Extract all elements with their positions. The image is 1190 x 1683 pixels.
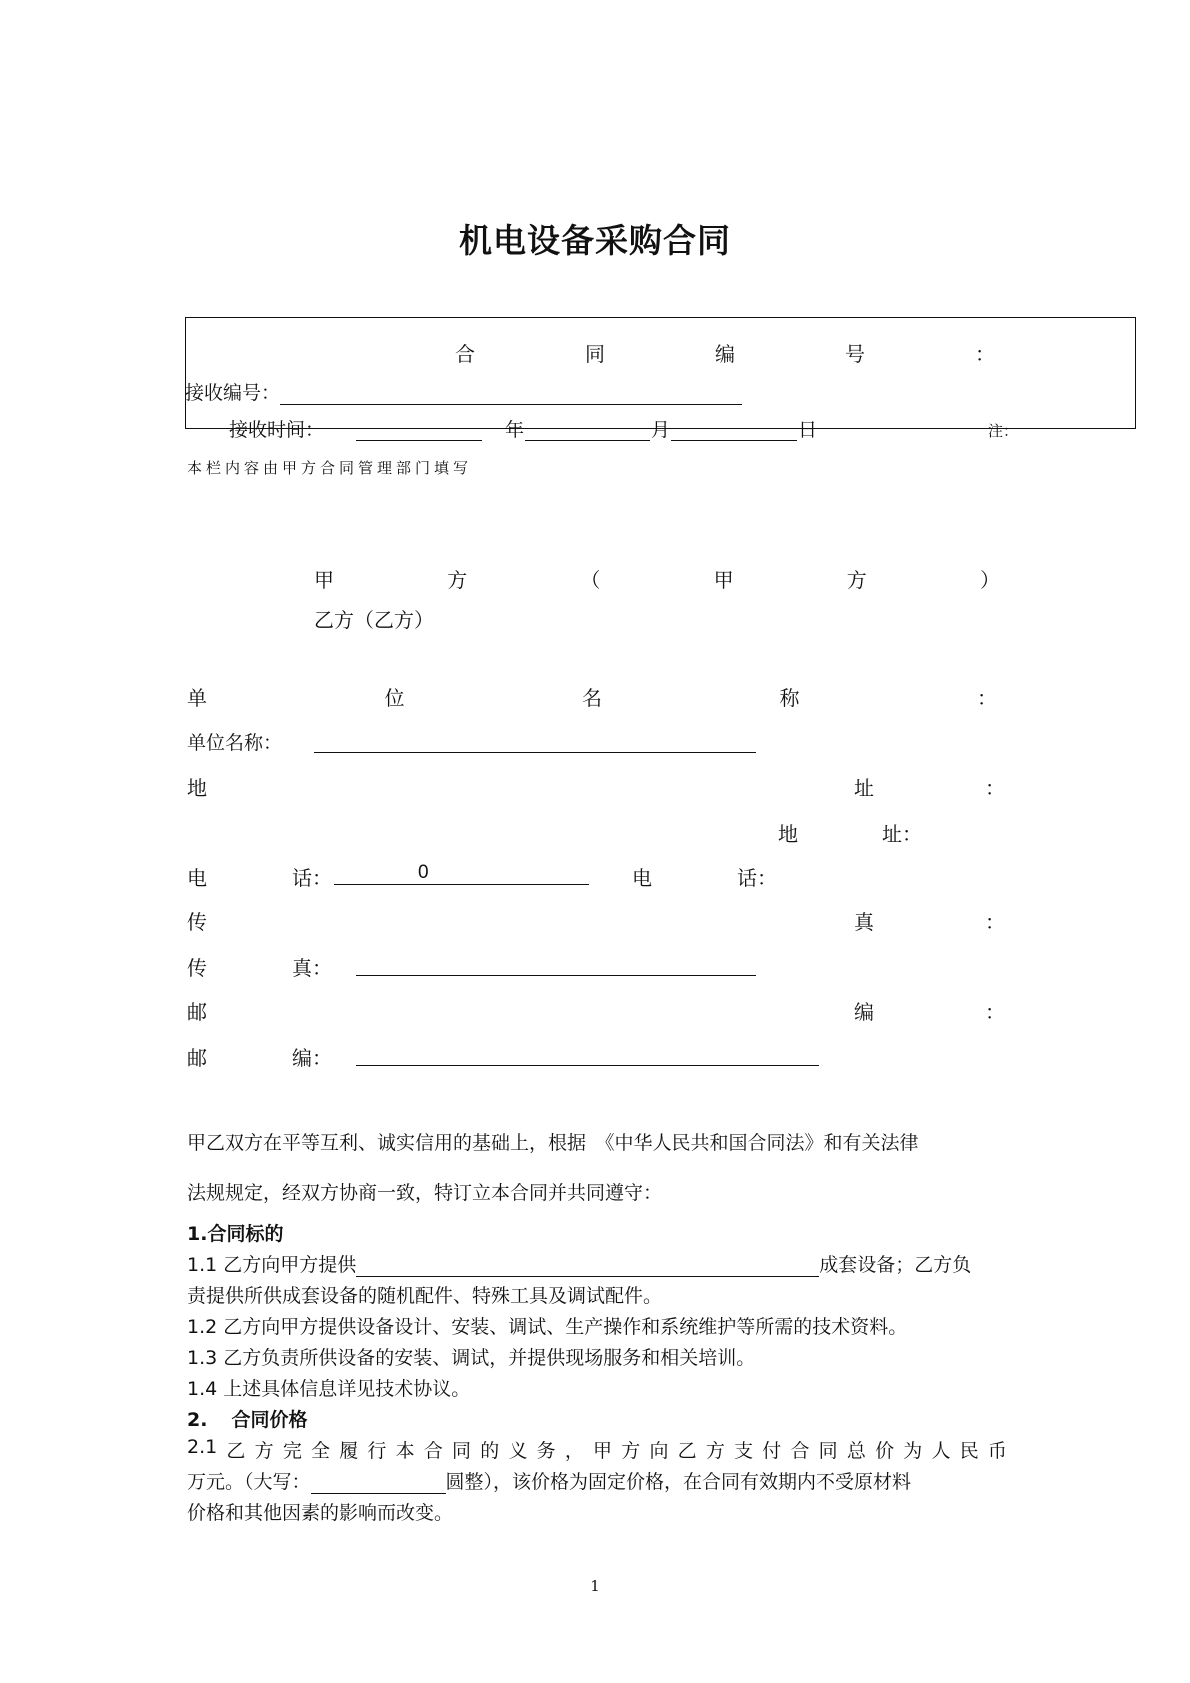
clause-2-1-token: 本 (395, 1440, 415, 1462)
clause-2-1-token: 履 (339, 1440, 359, 1462)
fax-a-char: 真 (854, 910, 874, 934)
address-b-char: 址： (882, 822, 922, 846)
clause-1-3: 1.3 乙方负责所供设备的安装、调试，并提供现场服务和相关培训。 (187, 1347, 756, 1369)
party-a-char: （ (580, 568, 601, 592)
clause-2-1-token: 币 (987, 1440, 1007, 1462)
clause-2-1-line-2 (187, 1467, 911, 1494)
document-title: 机电设备采购合同 (459, 221, 731, 260)
address-b-char: 地 (778, 822, 798, 846)
contract-number-char: 合 (455, 342, 475, 366)
receive-time-label: 接收时间： (229, 419, 325, 441)
contract-number-char: ： (975, 342, 995, 366)
receive-day-field[interactable] (671, 420, 797, 441)
contract-number-label (455, 338, 995, 367)
clause-2-1-token: 乙 (677, 1440, 697, 1462)
clause-2-1-token: 务 (536, 1440, 556, 1462)
phone-a-value: 0 (418, 862, 429, 883)
section-2-number: 2. (187, 1409, 208, 1431)
phone-a-char: 电 (187, 866, 207, 890)
clause-2-1-line-2-suffix: 圆整），该价格为固定价格，在合同有效期内不受原材料 (445, 1471, 912, 1493)
clause-2-1-token: 2.1 (187, 1436, 218, 1458)
address-a-char: 址 (854, 776, 874, 800)
receive-time-row (229, 415, 324, 442)
unit-name-field-b[interactable] (314, 732, 756, 753)
clause-2-1-token: 的 (480, 1440, 500, 1462)
clause-2-1-token: 合 (790, 1440, 810, 1462)
unit-name-label-b: 单位名称： (187, 732, 283, 754)
clause-1-1-suffix: 成套设备；乙方负 (819, 1254, 972, 1276)
clause-2-1-token: 行 (367, 1440, 387, 1462)
clause-1-4: 1.4 上述具体信息详见技术协议。 (187, 1378, 471, 1400)
amount-uppercase-field[interactable] (311, 1473, 446, 1494)
clause-1-1-line-1 (187, 1250, 971, 1277)
clause-2-1-token: 为 (903, 1440, 923, 1462)
clause-2-1-token: 付 (762, 1440, 782, 1462)
unit-name-char: 称 (779, 686, 800, 710)
clause-1-1-line-2: 责提供所供成套设备的随机配件、特殊工具及调试配件。 (187, 1285, 663, 1307)
party-a-char: 甲 (713, 568, 734, 592)
receipt-note: 本栏内容由甲方合同管理部门填写 (187, 459, 473, 477)
section-2-heading (187, 1405, 307, 1432)
contract-number-char: 同 (585, 342, 605, 366)
clause-2-1-token: ， (564, 1440, 584, 1462)
clause-1-1-prefix: 1.1 乙方向甲方提供 (187, 1254, 357, 1276)
postcode-a-char: ： (985, 1000, 1005, 1024)
year-label: 年 (505, 419, 525, 441)
postcode-a-char: 编 (854, 1000, 874, 1024)
day-label: 日 (798, 419, 818, 441)
fax-a-char: 传 (187, 910, 207, 934)
section-2-title: 合同价格 (231, 1409, 308, 1431)
contract-number-char: 编 (715, 342, 735, 366)
unit-name-row-a (187, 682, 997, 711)
clause-2-1-token: 向 (649, 1440, 669, 1462)
clause-2-1-line-2-prefix: 万元。（大写： (187, 1471, 311, 1493)
intro-line-1: 甲乙双方在平等互利、诚实信用的基础上，根据 《中华人民共和国合同法》和有关法律 (187, 1132, 919, 1154)
address-a-char: 地 (187, 776, 207, 800)
unit-name-char: ： (977, 686, 997, 710)
clause-2-1-token: 义 (508, 1440, 528, 1462)
clause-2-1-token: 支 (734, 1440, 754, 1462)
party-a-line (314, 564, 1000, 593)
month-label: 月 (651, 419, 671, 441)
postcode-b-char: 编： (292, 1046, 332, 1070)
equipment-field[interactable] (356, 1256, 819, 1277)
fax-a-char: ： (985, 910, 1005, 934)
receipt-box (185, 317, 1136, 429)
postcode-a-char: 邮 (187, 1000, 207, 1024)
clause-2-1-token: 民 (959, 1440, 979, 1462)
address-a-char: ： (985, 776, 1005, 800)
party-a-char: 甲 (314, 568, 334, 592)
note-prefix: 注： (988, 422, 1019, 440)
receive-year-field[interactable] (356, 420, 482, 441)
phone-b-char: 话： (737, 866, 777, 890)
phone-b-char: 电 (632, 866, 652, 890)
unit-name-char: 位 (384, 686, 405, 710)
party-a-char: 方 (846, 568, 867, 592)
section-1-heading: 1.合同标的 (187, 1223, 284, 1245)
page-number: 1 (590, 1577, 600, 1595)
unit-name-char: 名 (582, 686, 602, 710)
postcode-b-field[interactable] (356, 1045, 819, 1066)
clause-2-1-token: 甲 (593, 1440, 613, 1462)
clause-2-1-token: 完 (282, 1440, 302, 1462)
clause-1-2: 1.2 乙方向甲方提供设备设计、安装、调试、生产操作和系统维护等所需的技术资料。 (187, 1316, 908, 1338)
unit-name-char: 单 (187, 686, 207, 710)
phone-a-field[interactable] (334, 864, 589, 885)
party-b-line: 乙方（乙方） (314, 608, 434, 632)
receive-number-field[interactable] (280, 384, 742, 405)
clause-2-1-token: 总 (846, 1440, 866, 1462)
clause-2-1-token: 价 (875, 1440, 895, 1462)
phone-a-char: 话： (292, 866, 332, 890)
receive-number-label: 接收编号： (185, 382, 281, 404)
party-a-char: 方 (447, 568, 468, 592)
fax-b-char: 传 (187, 956, 207, 980)
clause-2-1-token: 全 (311, 1440, 331, 1462)
intro-line-2: 法规规定，经双方协商一致，特订立本合同并共同遵守： (187, 1182, 663, 1204)
clause-2-1-token: 同 (452, 1440, 472, 1462)
postcode-b-char: 邮 (187, 1046, 207, 1070)
receive-number-row (185, 378, 742, 405)
clause-2-1-token: 合 (423, 1440, 443, 1462)
fax-b-char: 真： (292, 956, 332, 980)
clause-2-1-line-1 (187, 1436, 1007, 1463)
party-a-char: ） (979, 568, 1000, 592)
clause-2-1-token: 人 (931, 1440, 951, 1462)
receive-month-field[interactable] (525, 420, 650, 441)
fax-b-field[interactable] (356, 955, 756, 976)
clause-2-1-token: 乙 (226, 1440, 246, 1462)
clause-2-1-token: 方 (705, 1440, 725, 1462)
contract-number-char: 号 (845, 342, 865, 366)
clause-2-1-line-3: 价格和其他因素的影响而改变。 (187, 1502, 454, 1524)
clause-2-1-token: 同 (818, 1440, 838, 1462)
clause-2-1-token: 方 (254, 1440, 274, 1462)
clause-2-1-token: 方 (621, 1440, 641, 1462)
